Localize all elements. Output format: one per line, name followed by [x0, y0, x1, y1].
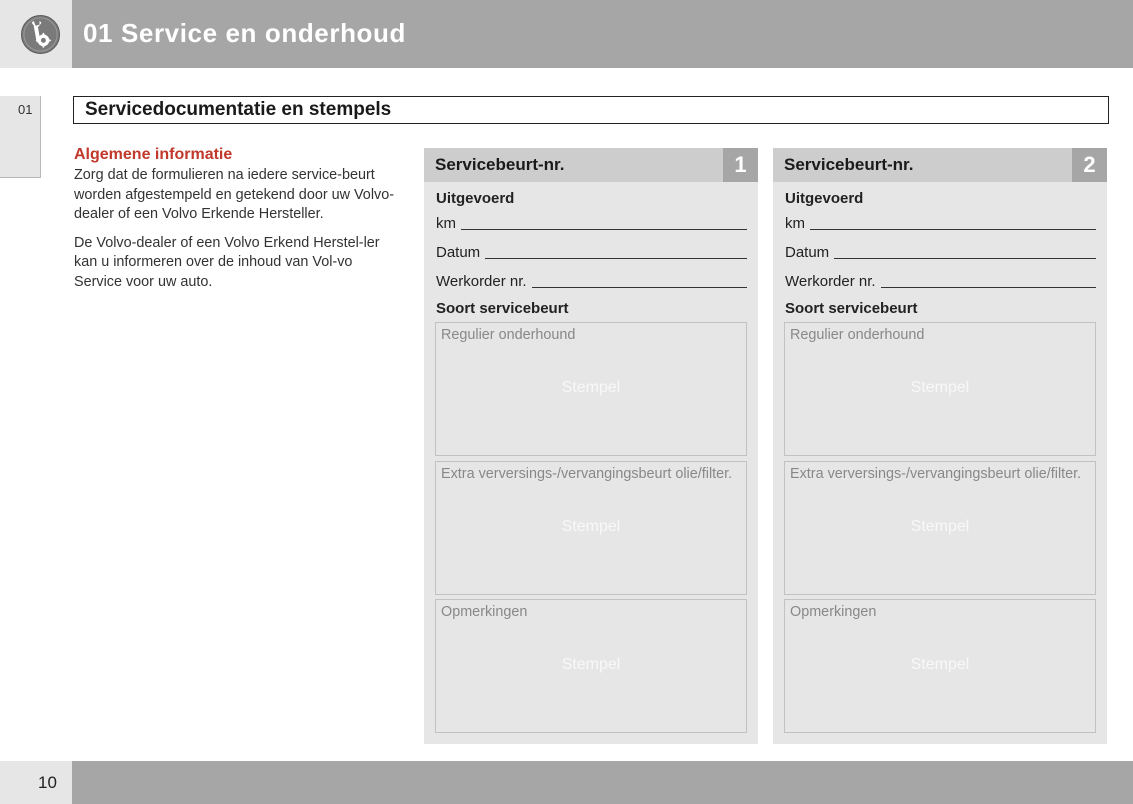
work-order-field[interactable]	[436, 270, 747, 290]
intro-heading: Algemene informatie	[74, 146, 233, 163]
footer-page-cell	[0, 761, 72, 804]
km-field[interactable]	[436, 212, 747, 232]
intro-text	[74, 146, 394, 301]
stamp-placeholder: Stempel	[561, 518, 621, 535]
stamp-box-extra	[784, 461, 1096, 595]
field-label: Werkorder nr.	[436, 273, 527, 290]
field-line[interactable]	[834, 258, 1096, 259]
performed-heading: Uitgevoerd	[785, 190, 864, 207]
stamp-box-label: Extra verversings-/vervangingsbeurt olie/filter.	[790, 466, 1082, 482]
stamp-box-label: Extra verversings-/vervangingsbeurt olie/filter.	[441, 466, 733, 482]
card-number: 2	[1072, 148, 1107, 182]
service-type-heading: Soort servicebeurt	[436, 300, 569, 317]
stamp-box-regular	[784, 322, 1096, 456]
intro-paragraph: De Volvo-dealer of een Volvo Erkend Herstel-ler kan u informeren over de inhoud van Vol-vo Service voor uw auto.	[74, 234, 380, 290]
date-field[interactable]	[436, 241, 747, 261]
service-card-1	[424, 148, 758, 744]
stamp-placeholder: Stempel	[561, 379, 621, 396]
header-icon-cell	[0, 0, 72, 68]
service-type-heading: Soort servicebeurt	[785, 300, 918, 317]
chapter-title: 01 Service en onderhoud	[83, 18, 407, 48]
section-title: Servicedocumentatie en stempels	[85, 99, 392, 120]
stamp-box-label: Regulier onderhound	[441, 327, 576, 343]
stamp-box-regular	[435, 322, 747, 456]
stamp-box-remarks	[784, 599, 1096, 733]
chapter-tab[interactable]	[0, 96, 41, 178]
wrench-gear-icon	[20, 14, 61, 55]
performed-heading: Uitgevoerd	[436, 190, 515, 207]
stamp-placeholder: Stempel	[910, 518, 970, 535]
stamp-box-extra	[435, 461, 747, 595]
field-label: Datum	[785, 244, 830, 261]
field-label: km	[436, 215, 456, 232]
field-line[interactable]	[461, 229, 747, 230]
field-line[interactable]	[881, 287, 1096, 288]
intro-paragraph: Zorg dat de formulieren na iedere service-beurt worden afgestempeld en getekend door uw Volvo-dealer of een Volvo Erkende Hersteller.	[74, 167, 395, 222]
field-line[interactable]	[485, 258, 747, 259]
stamp-box-remarks	[435, 599, 747, 733]
stamp-box-label: Regulier onderhound	[790, 327, 925, 343]
date-field[interactable]	[785, 241, 1096, 261]
card-header-label: Servicebeurt-nr.	[784, 155, 914, 174]
page-number: 10	[38, 773, 57, 792]
service-card-2	[773, 148, 1107, 744]
header-bar	[72, 0, 1133, 68]
field-line[interactable]	[810, 229, 1096, 230]
card-header	[773, 148, 1107, 182]
stamp-box-label: Opmerkingen	[790, 604, 877, 620]
section-title-box	[73, 96, 1109, 124]
km-field[interactable]	[785, 212, 1096, 232]
stamp-box-label: Opmerkingen	[441, 604, 528, 620]
field-line[interactable]	[532, 287, 747, 288]
stamp-placeholder: Stempel	[561, 656, 621, 673]
stamp-placeholder: Stempel	[910, 656, 970, 673]
footer-bar	[72, 761, 1133, 804]
field-label: km	[785, 215, 805, 232]
card-number: 1	[723, 148, 758, 182]
work-order-field[interactable]	[785, 270, 1096, 290]
chapter-tab-label: 01	[18, 102, 33, 117]
field-label: Werkorder nr.	[785, 273, 876, 290]
card-header-label: Servicebeurt-nr.	[435, 155, 565, 174]
card-header	[424, 148, 758, 182]
field-label: Datum	[436, 244, 481, 261]
stamp-placeholder: Stempel	[910, 379, 970, 396]
